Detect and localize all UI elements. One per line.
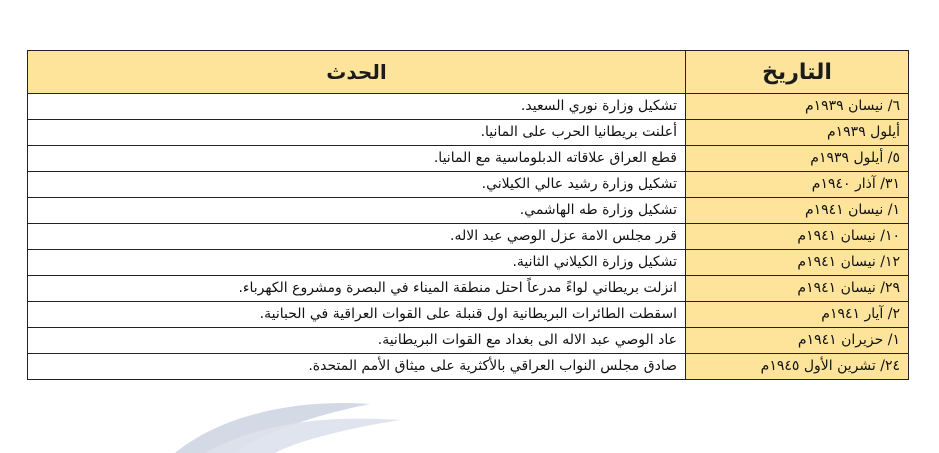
date-cell: ١٠/ نيسان ١٩٤١م (686, 224, 909, 250)
event-cell: عاد الوصي عبد الاله الى بغداد مع القوات البريطانية. (28, 328, 686, 354)
table-row (28, 146, 909, 172)
timeline-table (27, 50, 909, 380)
date-cell: ٥/ أيلول ١٩٣٩م (686, 146, 909, 172)
timeline-rows (28, 94, 909, 380)
event-column-header: الحدث (28, 51, 686, 94)
event-cell: تشكيل وزارة رشيد عالي الكيلاني. (28, 172, 686, 198)
event-cell: قطع العراق علاقاته الدبلوماسية مع المانيا. (28, 146, 686, 172)
event-cell: صادق مجلس النواب العراقي بالأكثرية على ميثاق الأمم المتحدة. (28, 354, 686, 380)
event-cell: تشكيل وزارة نوري السعيد. (28, 94, 686, 120)
table-row (28, 276, 909, 302)
date-cell: ٢٤/ تشرين الأول ١٩٤٥م (686, 354, 909, 380)
table-row (28, 224, 909, 250)
date-cell: ٢/ آيار ١٩٤١م (686, 302, 909, 328)
table-row (28, 354, 909, 380)
table-row (28, 94, 909, 120)
table-header-row (28, 51, 909, 94)
date-cell: ١٢/ نيسان ١٩٤١م (686, 250, 909, 276)
date-cell: أيلول ١٩٣٩م (686, 120, 909, 146)
date-cell: ٦/ نيسان ١٩٣٩م (686, 94, 909, 120)
date-cell: ١/ حزيران ١٩٤١م (686, 328, 909, 354)
date-cell: ٢٩/ نيسان ١٩٤١م (686, 276, 909, 302)
table-row (28, 120, 909, 146)
table-row (28, 302, 909, 328)
table-row (28, 328, 909, 354)
table-row (28, 172, 909, 198)
event-cell: اسقطت الطائرات البريطانية اول قنبلة على القوات العراقية في الحبانية. (28, 302, 686, 328)
date-cell: ٣١/ آذار ١٩٤٠م (686, 172, 909, 198)
event-cell: تشكيل وزارة طه الهاشمي. (28, 198, 686, 224)
event-cell: قرر مجلس الامة عزل الوصي عبد الاله. (28, 224, 686, 250)
date-column-header: التاريخ (686, 51, 909, 94)
date-cell: ١/ نيسان ١٩٤١م (686, 198, 909, 224)
event-cell: تشكيل وزارة الكيلاني الثانية. (28, 250, 686, 276)
event-cell: أعلنت بريطانيا الحرب على المانيا. (28, 120, 686, 146)
table-row (28, 198, 909, 224)
table-row (28, 250, 909, 276)
event-cell: انزلت بريطاني لواءً مدرعاً احتل منطقة الميناء في البصرة ومشروع الكهرباء. (28, 276, 686, 302)
